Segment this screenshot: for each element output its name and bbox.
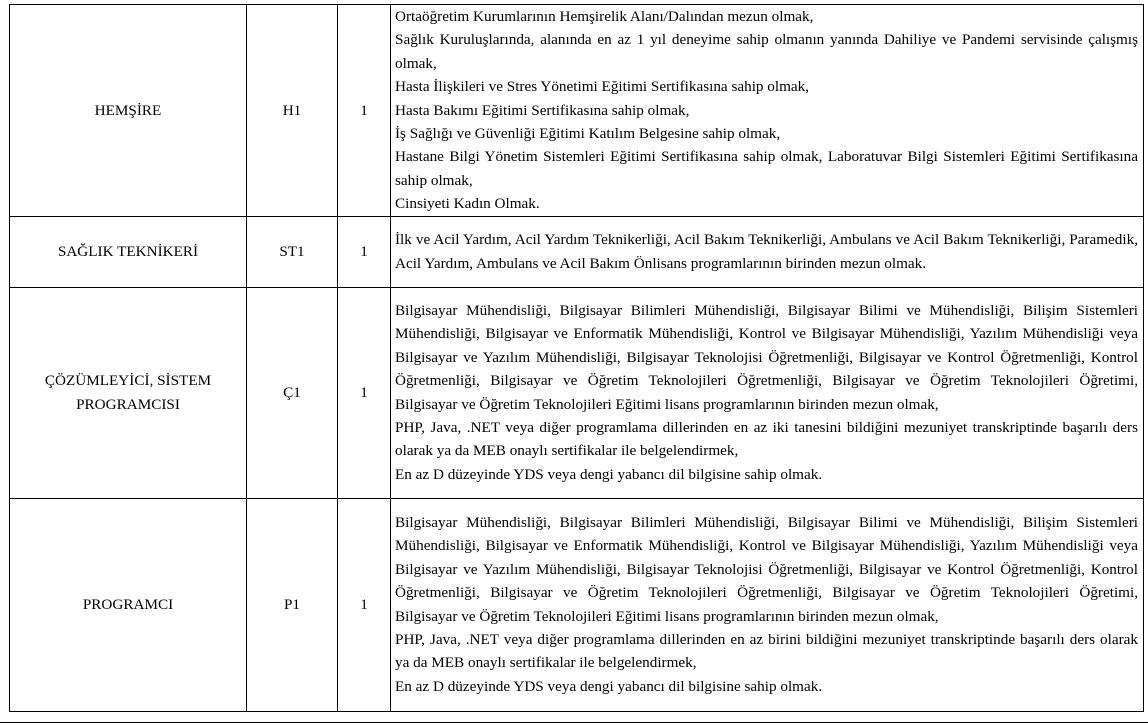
position-code: ST1 [247, 216, 338, 287]
table-row [10, 216, 1144, 287]
position-title: SAĞLIK TEKNİKERİ [10, 216, 247, 287]
position-code: Ç1 [247, 287, 338, 498]
requirement-line: PHP, Java, .NET veya diğer programlama dillerinden en az birini bildiğini mezuniyet transkriptinde başarılı ders olarak ya da MEB onaylı sertifikalar ile belgelendirmek, [395, 631, 1138, 672]
position-count: 1 [338, 498, 391, 711]
requirements-cell [391, 5, 1144, 217]
requirements-cell [391, 216, 1144, 287]
requirement-line: En az D düzeyinde YDS veya dengi yabancı dil bilgisine sahip olmak. [395, 677, 823, 695]
position-title: HEMŞİRE [10, 5, 247, 217]
requirement-line: Ortaöğretim Kurumlarının Hemşirelik Alanı/Dalından mezun olmak, [395, 8, 814, 25]
table-row [10, 5, 1144, 217]
requirements-cell [391, 287, 1144, 498]
requirement-line: Sağlık Kuruluşlarında, alanında en az 1 yıl deneyime sahip olmanın yanında Dahiliye ve Pandemi servisinde çalışmış olmak, [395, 31, 1138, 72]
table-row [10, 498, 1144, 711]
requirements-cell [391, 498, 1144, 711]
requirement-line: Bilgisayar Mühendisliği, Bilgisayar Bilimleri Mühendisliği, Bilgisayar Bilimi ve Mühendisliği, Bilişim Sistemleri Mühendisliği, Bilgisayar ve Enformatik Mühendisliği, Kontrol ve Bilgisayar Mühendisliği, Yazılım Mühendisliği veya Bilgisayar ve Yazılım Mühendisliği, Bilgisayar Teknolojisi Öğretmenliği, Bilgisayar ve Kontrol Öğretmenliği, Kontrol Öğretmenliği, Bilgisayar ve Öğretim Teknolojileri Öğretmenliği, Bilgisayar ve Öğretim Teknolojileri Öğretimi, Bilgisayar ve Öğretim Teknolojileri Eğitimi lisans programlarının birinden mezun olmak, [395, 514, 1138, 625]
position-count: 1 [338, 287, 391, 498]
requirement-line: Cinsiyeti Kadın Olmak. [395, 195, 540, 213]
table-row [10, 287, 1144, 498]
position-count: 1 [338, 216, 391, 287]
requirement-line: Hasta Bakımı Eğitimi Sertifikasına sahip olmak, [395, 101, 690, 119]
positions-table [9, 4, 1144, 712]
position-count: 1 [338, 5, 391, 217]
position-code: H1 [247, 5, 338, 217]
position-code: P1 [247, 498, 338, 711]
requirement-line: İş Sağlığı ve Güvenliği Eğitimi Katılım Belgesine sahip olmak, [395, 125, 781, 143]
requirement-line: Bilgisayar Mühendisliği, Bilgisayar Bilimleri Mühendisliği, Bilgisayar Bilimi ve Mühendisliği, Bilişim Sistemleri Mühendisliği, Bilgisayar ve Enformatik Mühendisliği, Kontrol ve Bilgisayar Mühendisliği, Yazılım Mühendisliği veya Bilgisayar ve Yazılım Mühendisliği, Bilgisayar Teknolojisi Öğretmenliği, Bilgisayar ve Kontrol Öğretmenliği, Kontrol Öğretmenliği, Bilgisayar ve Öğretim Teknolojileri Öğretmenliği, Bilgisayar ve Öğretim Teknolojileri Öğretimi, Bilgisayar ve Öğretim Teknolojileri Eğitimi lisans programlarının birinden mezun olmak, [395, 302, 1138, 413]
requirement-line: En az D düzeyinde YDS veya dengi yabancı dil bilgisine sahip olmak. [395, 465, 823, 483]
page-divider [0, 722, 1148, 723]
position-title: PROGRAMCI [10, 498, 247, 711]
position-title: ÇÖZÜMLEYİCİ, SİSTEM PROGRAMCISI [10, 287, 247, 498]
requirement-line: Hastane Bilgi Yönetim Sistemleri Eğitimi Sertifikasına sahip olmak, Laboratuvar Bilgi Sistemleri Eğitimi Sertifikasına sahip olmak, [395, 148, 1138, 189]
requirement-line: İlk ve Acil Yardım, Acil Yardım Teknikerliği, Acil Bakım Teknikerliği, Ambulans ve Acil Bakım Teknikerliği, Paramedik, Acil Yardım, Ambulans ve Acil Bakım Önlisans programlarının birinden mezun olmak. [395, 231, 1138, 272]
requirement-line: PHP, Java, .NET veya diğer programlama dillerinden en az iki tanesini bildiğini mezuniyet transkriptinde başarılı ders olarak ya da MEB onaylı sertifikalar ile belgelendirmek, [395, 419, 1138, 460]
requirement-line: Hasta İlişkileri ve Stres Yönetimi Eğitimi Sertifikasına sahip olmak, [395, 78, 810, 96]
